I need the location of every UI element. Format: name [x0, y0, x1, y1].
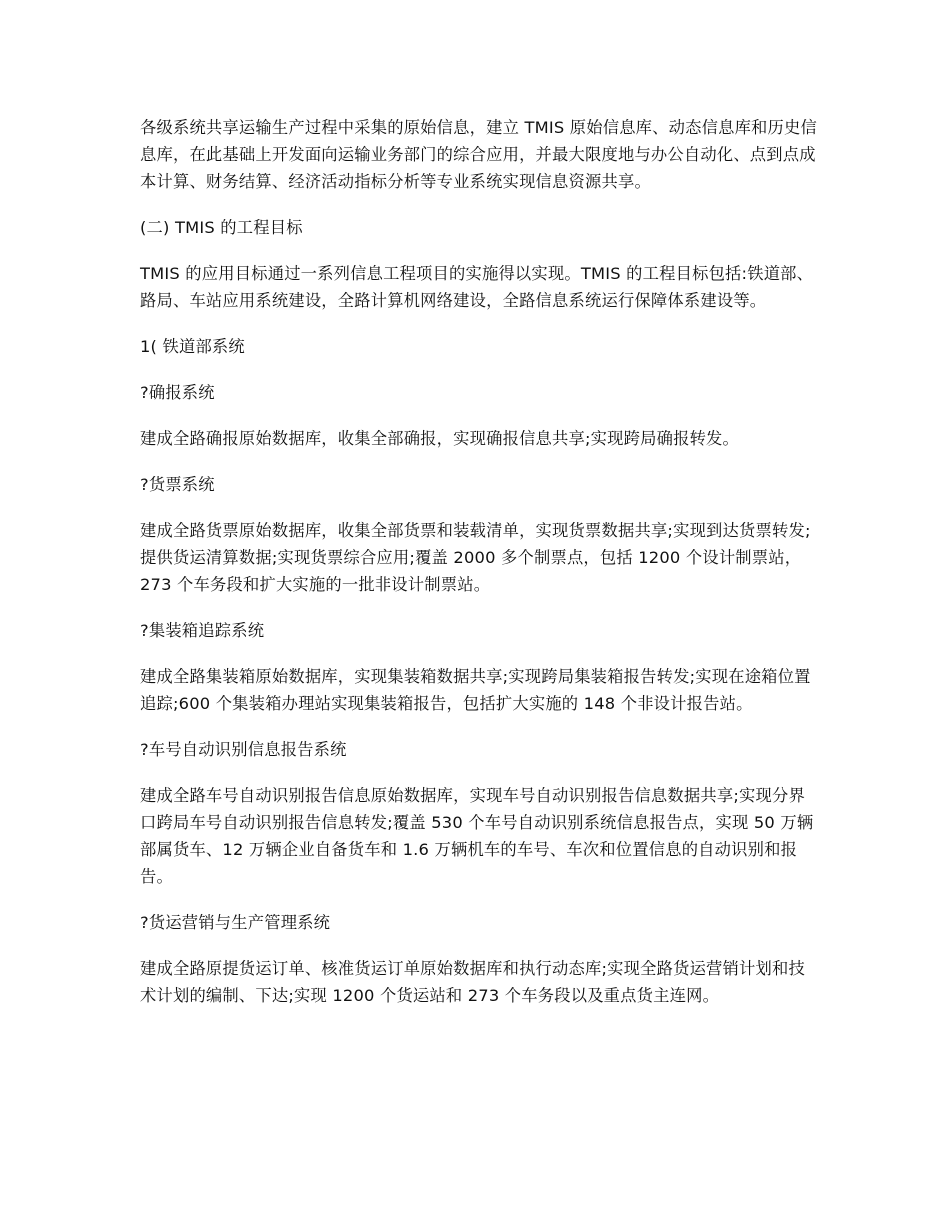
- paragraph-car-number-identification-system: 建成全路车号自动识别报告信息原始数据库，实现车号自动识别报告信息数据共享;实现分界口跨局车号自动识别报告信息转发;覆盖 530 个车号自动识别系统信息报告点，实现 50 万辆部属货车、12 万辆企业自备货车和 1.6 万辆机车的车号、车次和位置信息的自动识别和报告。: [140, 786, 814, 886]
- paragraph-container-tracking-system: 建成全路集装箱原始数据库，实现集装箱数据共享;实现跨局集装箱报告转发;实现在途箱位置追踪;600 个集装箱办理站实现集装箱报告，包括扩大实施的 148 个非设计报告站。: [140, 667, 811, 713]
- heading-engineering-goals: (二) TMIS 的工程目标: [140, 218, 303, 237]
- paragraph-freight-marketing-system: 建成全路原提货运订单、核准货运订单原始数据库和执行动态库;实现全路货运营销计划和技术计划的编制、下达;实现 1200 个货运站和 273 个车务段以及重点货主连网。: [140, 959, 805, 1005]
- paragraph-freight-ticket-system: 建成全路货票原始数据库，收集全部货票和装载清单，实现货票数据共享;实现到达货票转发;提供货运清算数据;实现货票综合应用;覆盖 2000 多个制票点，包括 1200 个设计制票站，273 个车务段和扩大实施的一批非设计制票站。: [140, 521, 811, 594]
- heading-car-number-identification-system: ?车号自动识别信息报告系统: [140, 740, 347, 759]
- heading-confirmation-report-system: ?确报系统: [140, 383, 215, 402]
- document-body: [140, 114, 820, 1028]
- heading-container-tracking-system: ?集装箱追踪系统: [140, 621, 265, 640]
- heading-railway-ministry-system: 1( 铁道部系统: [140, 337, 245, 356]
- heading-freight-ticket-system: ?货票系统: [140, 475, 215, 494]
- paragraph-intro: 各级系统共享运输生产过程中采集的原始信息，建立 TMIS 原始信息库、动态信息库和历史信息库，在此基础上开发面向运输业务部门的综合应用，并最大限度地与办公自动化、点到点成本计算、财务结算、经济活动指标分析等专业系统实现信息资源共享。: [140, 118, 817, 191]
- paragraph-engineering-goals: TMIS 的应用目标通过一系列信息工程项目的实施得以实现。TMIS 的工程目标包括:铁道部、路局、车站应用系统建设，全路计算机网络建设，全路信息系统运行保障体系建设等。: [140, 264, 814, 310]
- paragraph-confirmation-report-system: 建成全路确报原始数据库，收集全部确报，实现确报信息共享;实现跨局确报转发。: [140, 429, 740, 448]
- heading-freight-marketing-system: ?货运营销与生产管理系统: [140, 913, 331, 932]
